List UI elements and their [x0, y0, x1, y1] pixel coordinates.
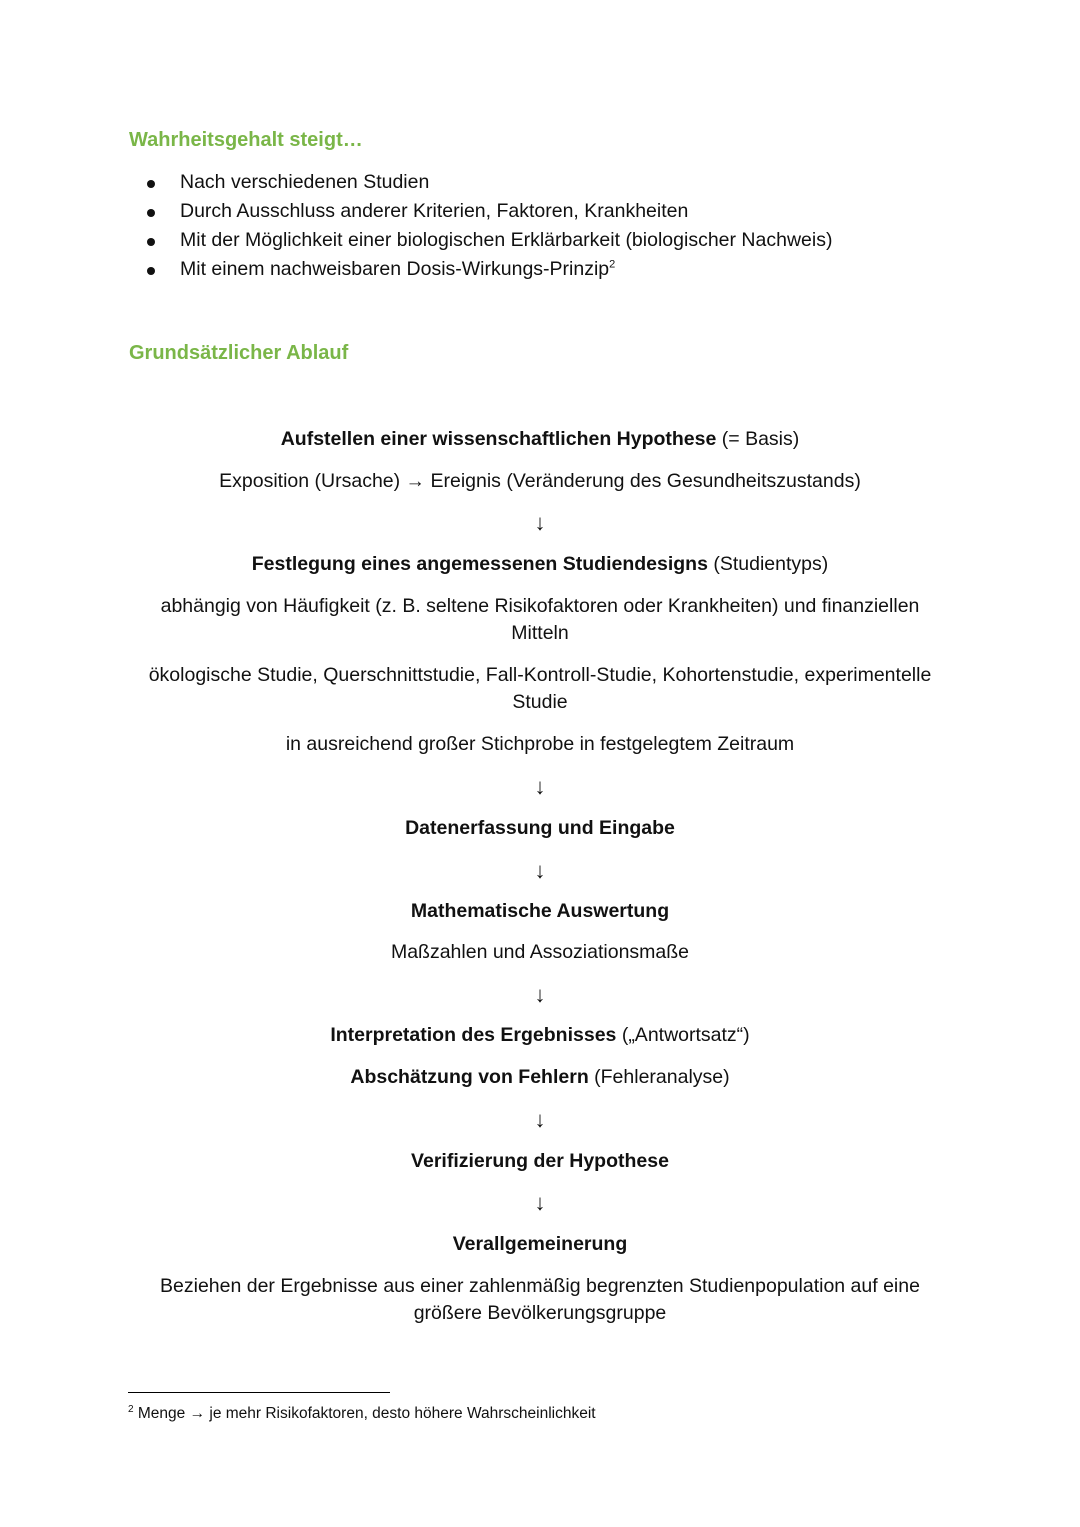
bullet-icon — [147, 180, 155, 188]
step-analysis-desc: Maßzahlen und Assoziationsmaße — [390, 941, 690, 963]
footnote-divider — [128, 1392, 390, 1393]
step-analysis: Mathematische Auswertung — [410, 900, 670, 922]
bullet-icon — [147, 267, 155, 275]
arrow-down-icon: ↓ — [534, 1190, 546, 1215]
step-studydesign: Festlegung eines angemessenen Studiendesigns (Studientyps) — [251, 553, 829, 575]
step-studydesign-desc-types: ökologische Studie, Querschnittstudie, Fall-Kontroll-Studie, Kohortenstudie, experimentelle Studie — [148, 664, 932, 713]
footnote: $^2$ Menge → je mehr Risikofaktoren, desto höhere Wahrscheinlichkeit — [128, 1404, 596, 1423]
section-heading-wahrheitsgehalt: Wahrheitsgehalt steigt… — [129, 129, 363, 151]
section-heading-ablauf: Grundsätzlicher Ablauf — [129, 342, 349, 364]
step-hypothesis-desc: Exposition (Ursache) → Ereignis (Veränderung des Gesundheitszustands) — [219, 470, 861, 492]
bullet-icon — [147, 238, 155, 246]
step-interpretation: Interpretation des Ergebnisses („Antwortsatz“) — [330, 1024, 750, 1046]
step-verification: Verifizierung der Hypothese — [411, 1150, 669, 1172]
arrow-down-icon: ↓ — [534, 858, 546, 883]
step-studydesign-desc-frequency: abhängig von Häufigkeit (z. B. seltene Risikofaktoren oder Krankheiten) und finanziellen Mitteln — [160, 595, 920, 644]
step-generalization: Verallgemeinerung — [452, 1233, 628, 1255]
arrow-down-icon: ↓ — [534, 1107, 546, 1132]
footnote-reference: 2 — [609, 258, 616, 271]
step-generalization-desc: Beziehen der Ergebnisse aus einer zahlenmäßig begrenzten Studienpopulation auf eine größere Bevölkerungsgruppe — [160, 1275, 920, 1324]
arrow-down-icon: ↓ — [534, 982, 546, 1007]
bullet-icon — [147, 209, 155, 217]
step-hypothesis: Aufstellen einer wissenschaftlichen Hypothese (= Basis) — [280, 428, 800, 450]
step-studydesign-desc-sample: in ausreichend großer Stichprobe in festgelegtem Zeitraum — [285, 733, 795, 755]
footnote-mark: 2 — [128, 1404, 134, 1415]
step-error-estimation: Abschätzung von Fehlern (Fehleranalyse) — [350, 1066, 730, 1088]
step-data-collection: Datenerfassung und Eingabe — [405, 817, 675, 839]
arrow-down-icon: ↓ — [534, 774, 546, 799]
arrow-down-icon: ↓ — [534, 510, 546, 535]
